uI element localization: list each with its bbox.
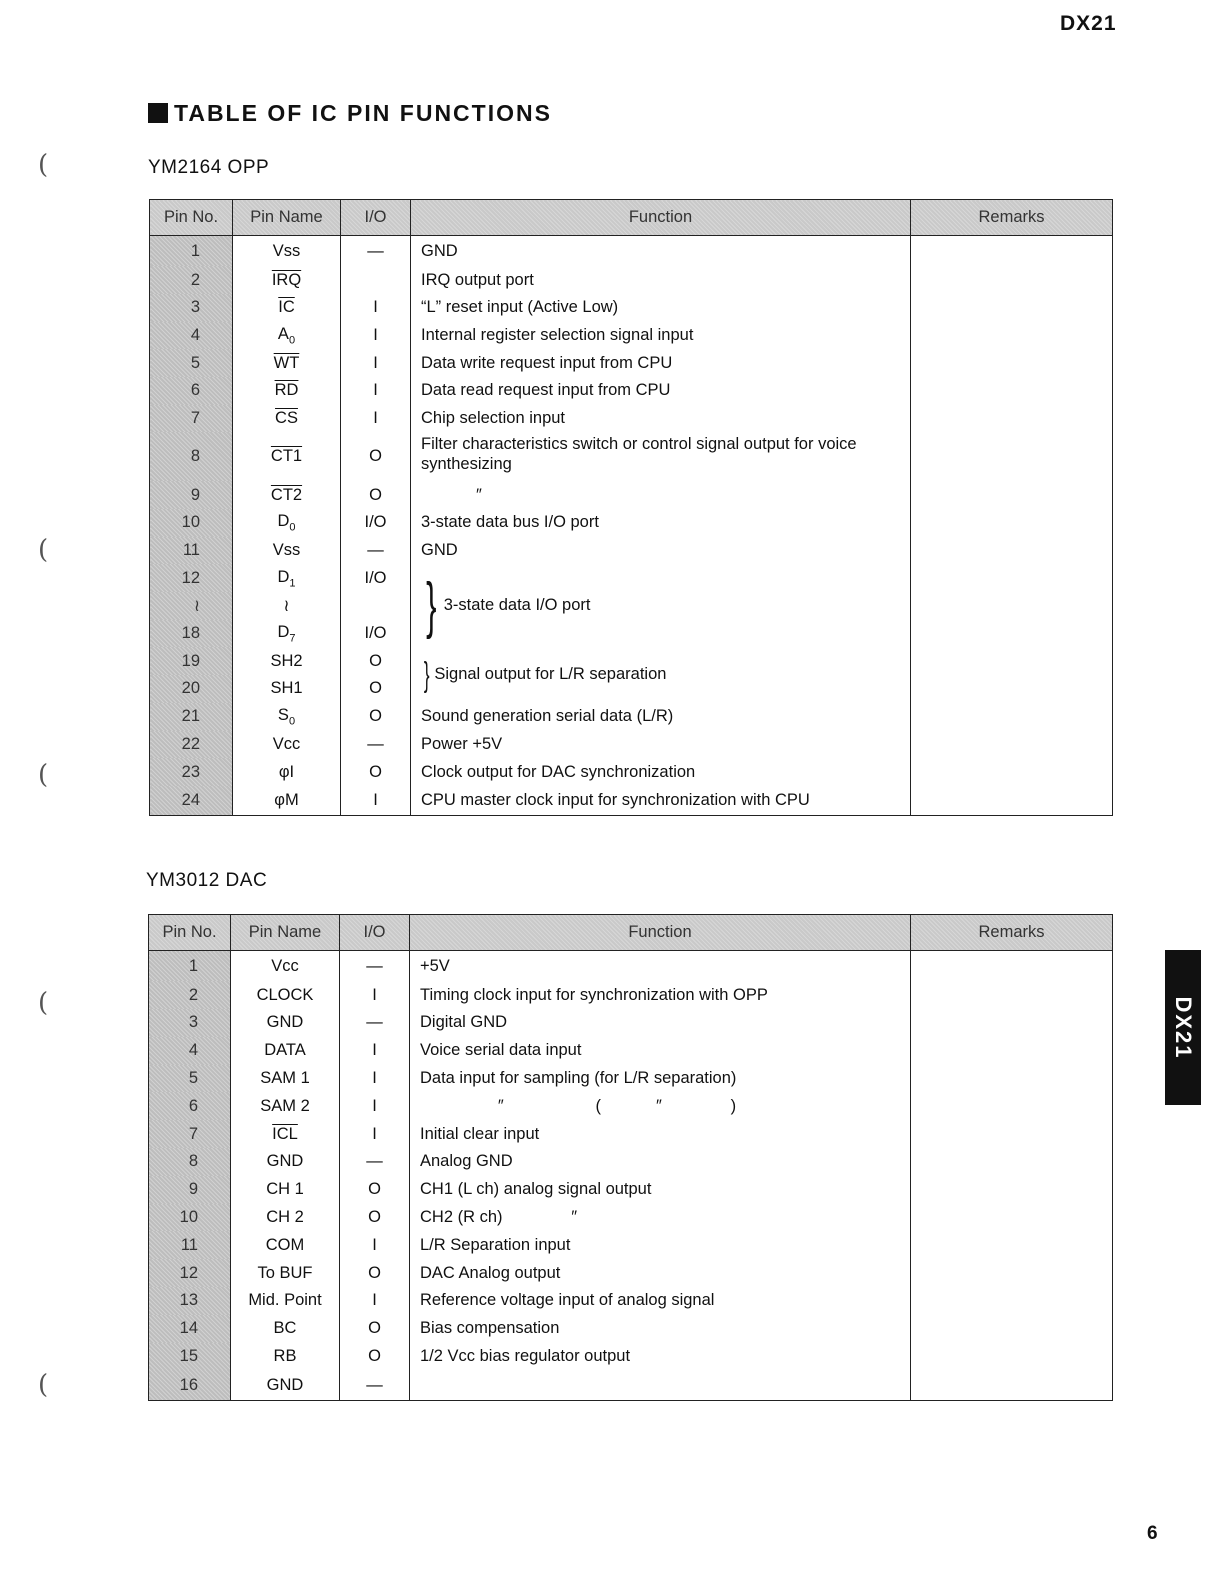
table-row	[149, 1148, 1113, 1176]
pin-name	[233, 731, 341, 759]
pin-name	[231, 1315, 340, 1343]
table-row	[150, 377, 1113, 405]
pin-name	[233, 405, 341, 433]
pin-name-subscript: 0	[288, 715, 296, 728]
pin-number: 3	[150, 294, 233, 322]
remarks-cell	[911, 1231, 1113, 1259]
side-tab-label: DX21	[1171, 995, 1196, 1060]
pin-number: 11	[149, 1231, 231, 1259]
remarks-cell	[911, 236, 1113, 267]
column-header-remarks: Remarks	[911, 200, 1113, 236]
pin-number: 18	[150, 620, 233, 648]
pin-name	[231, 1037, 340, 1065]
io-direction: I	[340, 1231, 410, 1259]
table-row	[149, 1343, 1113, 1371]
pin-name	[233, 377, 341, 405]
pin-name-text: $\overline{WT}$	[273, 353, 300, 372]
io-direction	[341, 266, 411, 294]
table-row	[149, 1037, 1113, 1065]
pin-name	[233, 675, 341, 703]
pin-number: 6	[150, 377, 233, 405]
remarks-cell	[911, 481, 1113, 509]
io-direction: I/O	[341, 620, 411, 648]
pin-function	[411, 564, 911, 647]
remarks-cell	[911, 703, 1113, 731]
square-bullet-icon	[148, 103, 168, 123]
pin-number: ≀	[150, 592, 233, 620]
pin-name-text: $\overline{CS}$	[275, 408, 298, 427]
pin-name	[233, 592, 341, 620]
table-row	[150, 731, 1113, 759]
table-row	[149, 1204, 1113, 1232]
io-direction: —	[340, 1009, 410, 1037]
table-row	[150, 786, 1113, 816]
header-model: DX21	[1060, 12, 1117, 35]
remarks-cell	[911, 1370, 1113, 1400]
pin-name-text: BC	[273, 1319, 297, 1338]
remarks-cell	[911, 266, 1113, 294]
pin-name-text: φM	[274, 790, 299, 809]
pin-name-text: D	[277, 622, 290, 641]
remarks-cell	[911, 1009, 1113, 1037]
remarks-cell	[911, 1343, 1113, 1371]
remarks-cell	[911, 405, 1113, 433]
pin-function: L/R Separation input	[410, 1231, 911, 1259]
pin-name	[233, 647, 341, 675]
io-direction: —	[341, 236, 411, 267]
io-direction: O	[341, 481, 411, 509]
io-direction: I	[340, 1037, 410, 1065]
pin-function: Analog GND	[410, 1148, 911, 1176]
pin-number: 6	[149, 1092, 231, 1120]
table-row	[149, 1176, 1113, 1204]
pin-number: 20	[150, 675, 233, 703]
io-direction: —	[341, 731, 411, 759]
io-direction: —	[340, 951, 410, 982]
pin-name-text: CT1	[270, 447, 303, 466]
pin-number: 21	[150, 703, 233, 731]
pin-name-text: Vss	[272, 241, 301, 260]
pin-function: 1/2 Vcc bias regulator output	[410, 1343, 911, 1371]
remarks-cell	[911, 537, 1113, 565]
pin-number: 7	[149, 1120, 231, 1148]
pin-name-text: CLOCK	[256, 985, 314, 1004]
pin-name-text: φI	[278, 762, 295, 781]
table-row	[150, 432, 1113, 481]
table-row	[149, 1120, 1113, 1148]
pin-name-text: CH 2	[266, 1208, 304, 1227]
pin-name-text: Vcc	[272, 734, 301, 753]
table-row	[149, 951, 1113, 982]
pin-function-text: Signal output for L/R separation	[434, 665, 667, 684]
column-header-pin-no: Pin No.	[149, 915, 231, 951]
remarks-cell	[911, 322, 1113, 350]
pin-name-text: D	[277, 567, 290, 586]
table-row	[149, 981, 1113, 1009]
pin-function-text: 3-state data I/O port	[443, 596, 591, 615]
pin-name	[233, 509, 341, 537]
table-row	[150, 349, 1113, 377]
remarks-cell	[911, 675, 1113, 703]
remarks-cell	[911, 731, 1113, 759]
pin-function: GND	[411, 236, 911, 267]
io-direction: O	[341, 675, 411, 703]
pin-function: Internal register selection signal input	[411, 322, 911, 350]
column-header-function: Function	[411, 200, 911, 236]
column-header-pin-name: Pin Name	[233, 200, 341, 236]
header-row	[150, 200, 1113, 236]
pin-function: Data input for sampling (for L/R separation)	[410, 1065, 911, 1093]
io-direction: I/O	[341, 509, 411, 537]
column-header-function: Function	[410, 915, 911, 951]
io-direction	[341, 592, 411, 620]
table-row	[149, 1231, 1113, 1259]
pin-name	[233, 758, 341, 786]
pin-number: 3	[149, 1009, 231, 1037]
pin-name-text: To BUF	[257, 1263, 313, 1282]
pin-name	[233, 620, 341, 648]
pin-number: 15	[149, 1343, 231, 1371]
pin-number: 2	[150, 266, 233, 294]
binding-mark: (	[38, 1370, 49, 1400]
pin-function: Data write request input from CPU	[411, 349, 911, 377]
pin-number: 4	[149, 1037, 231, 1065]
binding-mark: (	[38, 988, 49, 1018]
remarks-cell	[911, 758, 1113, 786]
remarks-cell	[911, 620, 1113, 648]
pin-name-text: GND	[266, 1013, 304, 1032]
remarks-cell	[911, 951, 1113, 982]
pin-function: Bias compensation	[410, 1315, 911, 1343]
io-direction: I	[341, 294, 411, 322]
io-direction: I	[341, 786, 411, 816]
pin-name	[233, 537, 341, 565]
io-direction: O	[340, 1259, 410, 1287]
pin-name-subscript: 0	[288, 334, 296, 347]
remarks-cell	[911, 432, 1113, 481]
pin-number: 11	[150, 537, 233, 565]
pin-name	[233, 432, 341, 481]
pin-name	[233, 236, 341, 267]
pin-number: 10	[149, 1204, 231, 1232]
pin-name	[233, 294, 341, 322]
remarks-cell	[911, 1065, 1113, 1093]
pin-name-text: COM	[265, 1235, 305, 1254]
table-row	[150, 564, 1113, 592]
page-number: 6	[1147, 1523, 1158, 1544]
pin-number: 8	[149, 1148, 231, 1176]
pin-function: Power +5V	[411, 731, 911, 759]
pin-name	[233, 322, 341, 350]
remarks-cell	[911, 647, 1113, 675]
pin-name-subscript: 0	[289, 521, 296, 534]
table-row	[150, 236, 1113, 267]
io-direction: I/O	[341, 564, 411, 592]
remarks-cell	[911, 786, 1113, 816]
pin-number: 4	[150, 322, 233, 350]
pin-function: Voice serial data input	[410, 1037, 911, 1065]
remarks-cell	[911, 377, 1113, 405]
header-row	[149, 915, 1113, 951]
remarks-cell	[911, 294, 1113, 322]
pin-function: ″	[411, 481, 911, 509]
pin-number: 16	[149, 1370, 231, 1400]
pin-name	[231, 951, 340, 982]
remarks-cell	[911, 1120, 1113, 1148]
binding-mark: (	[38, 760, 49, 790]
pin-name-text: $\overline{IRQ}$	[271, 270, 302, 289]
table-row	[150, 537, 1113, 565]
pin-function: Sound generation serial data (L/R)	[411, 703, 911, 731]
pin-name	[231, 1204, 340, 1232]
pin-number: 2	[149, 981, 231, 1009]
pin-table-dac	[148, 914, 1113, 1401]
pin-name-text: $\overline{IC}$	[278, 298, 295, 317]
pin-name-text: RB	[273, 1347, 297, 1366]
pin-name	[231, 1287, 340, 1315]
remarks-cell	[911, 592, 1113, 620]
pin-name-text: ≀	[283, 596, 290, 615]
table-row	[150, 703, 1113, 731]
page-title-text: TABLE OF IC PIN FUNCTIONS	[174, 100, 552, 126]
pin-number: 10	[150, 509, 233, 537]
side-tab	[1165, 950, 1201, 1105]
pin-name-text: GND	[266, 1152, 304, 1171]
pin-name	[231, 1092, 340, 1120]
pin-name	[231, 1370, 340, 1400]
table-row	[149, 1065, 1113, 1093]
remarks-cell	[911, 1315, 1113, 1343]
io-direction: O	[340, 1204, 410, 1232]
remarks-cell	[911, 1037, 1113, 1065]
binding-mark: (	[38, 150, 49, 180]
pin-number: 13	[149, 1287, 231, 1315]
table-row	[149, 1315, 1113, 1343]
remarks-cell	[911, 981, 1113, 1009]
pin-function: DAC Analog output	[410, 1259, 911, 1287]
io-direction: O	[341, 758, 411, 786]
remarks-cell	[911, 564, 1113, 592]
pin-name-text: SH2	[270, 651, 303, 670]
table-row	[150, 322, 1113, 350]
pin-name-text: D	[277, 512, 290, 531]
pin-function: ″ ( ″ )	[410, 1092, 911, 1120]
pin-function: Initial clear input	[410, 1120, 911, 1148]
pin-number: 19	[150, 647, 233, 675]
io-direction: I	[340, 1287, 410, 1315]
table-row	[150, 266, 1113, 294]
pin-name	[231, 1120, 340, 1148]
pin-function: Filter characteristics switch or control signal output for voice synthesizing	[411, 432, 911, 481]
pin-name	[231, 1009, 340, 1037]
pin-function: 3-state data bus I/O port	[411, 509, 911, 537]
pin-function: IRQ output port	[411, 266, 911, 294]
pin-name-text: Vss	[272, 541, 301, 560]
pin-name	[231, 1065, 340, 1093]
table-row	[149, 1370, 1113, 1400]
pin-name	[231, 1148, 340, 1176]
column-header-io: I/O	[340, 915, 410, 951]
pin-name-text: CT2	[270, 485, 303, 504]
pin-number: 1	[149, 951, 231, 982]
pin-name	[233, 481, 341, 509]
table-row	[150, 294, 1113, 322]
pin-function: “L” reset input (Active Low)	[411, 294, 911, 322]
io-direction: —	[341, 537, 411, 565]
column-header-io: I/O	[341, 200, 411, 236]
column-header-pin-name: Pin Name	[231, 915, 340, 951]
pin-function	[410, 1370, 911, 1400]
pin-name	[233, 786, 341, 816]
pin-name-text: S	[277, 706, 289, 724]
pin-function: GND	[411, 537, 911, 565]
pin-name-text: Mid. Point	[248, 1291, 322, 1310]
table-heading-dac: YM3012 DAC	[146, 870, 268, 891]
table-row	[150, 647, 1113, 675]
pin-name	[233, 266, 341, 294]
pin-function: Digital GND	[410, 1009, 911, 1037]
remarks-cell	[911, 1259, 1113, 1287]
binding-mark: (	[38, 535, 49, 565]
brace-icon: }	[423, 655, 430, 694]
page-title	[148, 100, 552, 127]
io-direction: I	[341, 322, 411, 350]
pin-name	[231, 981, 340, 1009]
table-row	[150, 481, 1113, 509]
pin-name	[231, 1343, 340, 1371]
io-direction: I	[341, 377, 411, 405]
pin-name-text: SAM 1	[260, 1069, 310, 1088]
table-row	[150, 509, 1113, 537]
pin-number: 5	[150, 349, 233, 377]
pin-number: 5	[149, 1065, 231, 1093]
pin-function: Reference voltage input of analog signal	[410, 1287, 911, 1315]
pin-function: CPU master clock input for synchronization with CPU	[411, 786, 911, 816]
pin-name	[231, 1231, 340, 1259]
io-direction: O	[341, 703, 411, 731]
io-direction: O	[340, 1176, 410, 1204]
pin-number: 22	[150, 731, 233, 759]
remarks-cell	[911, 1287, 1113, 1315]
table-heading-opp: YM2164 OPP	[148, 157, 270, 178]
pin-name-text: SAM 2	[260, 1096, 310, 1115]
pin-number: 7	[150, 405, 233, 433]
io-direction: I	[341, 405, 411, 433]
io-direction: O	[341, 432, 411, 481]
io-direction: —	[340, 1148, 410, 1176]
pin-name-text: $\overline{ICL}$	[272, 1124, 298, 1143]
pin-number: 14	[149, 1315, 231, 1343]
pin-name-subscript: 1	[289, 576, 296, 589]
pin-number: 12	[150, 564, 233, 592]
pin-name	[233, 564, 341, 592]
pin-name-text: SH1	[270, 679, 303, 698]
pin-name	[231, 1176, 340, 1204]
pin-function: +5V	[410, 951, 911, 982]
pin-name-text: CH 1	[266, 1180, 304, 1199]
table-row	[149, 1009, 1113, 1037]
remarks-cell	[911, 1148, 1113, 1176]
brace-icon: }	[426, 571, 437, 641]
io-direction: I	[340, 1092, 410, 1120]
pin-function: Chip selection input	[411, 405, 911, 433]
pin-name-text: A	[277, 324, 289, 343]
pin-function: Clock output for DAC synchronization	[411, 758, 911, 786]
pin-number: 23	[150, 758, 233, 786]
remarks-cell	[911, 1092, 1113, 1120]
io-direction: I	[341, 349, 411, 377]
pin-name	[233, 349, 341, 377]
pin-number: 9	[149, 1176, 231, 1204]
pin-number: 24	[150, 786, 233, 816]
table-row	[149, 1092, 1113, 1120]
io-direction: —	[340, 1370, 410, 1400]
pin-function: Timing clock input for synchronization with OPP	[410, 981, 911, 1009]
pin-function: CH1 (L ch) analog signal output	[410, 1176, 911, 1204]
pin-name	[231, 1259, 340, 1287]
pin-name	[233, 703, 341, 731]
remarks-cell	[911, 1204, 1113, 1232]
pin-name-subscript: 7	[289, 632, 296, 645]
io-direction: I	[340, 1120, 410, 1148]
pin-number: 1	[150, 236, 233, 267]
pin-name-text: Vcc	[271, 956, 299, 975]
pin-number: 8	[150, 432, 233, 481]
table-row	[149, 1287, 1113, 1315]
io-direction: I	[340, 981, 410, 1009]
io-direction: O	[341, 647, 411, 675]
table-row	[149, 1259, 1113, 1287]
remarks-cell	[911, 1176, 1113, 1204]
pin-name-text: $\overline{RD}$	[274, 381, 299, 400]
pin-function	[411, 647, 911, 702]
table-row	[150, 758, 1113, 786]
pin-number: 9	[150, 481, 233, 509]
pin-table-opp	[149, 199, 1113, 816]
table-row	[150, 405, 1113, 433]
io-direction: O	[340, 1343, 410, 1371]
remarks-cell	[911, 349, 1113, 377]
remarks-cell	[911, 509, 1113, 537]
pin-function: CH2 (R ch) ″	[410, 1204, 911, 1232]
column-header-remarks: Remarks	[911, 915, 1113, 951]
io-direction: O	[340, 1315, 410, 1343]
io-direction: I	[340, 1065, 410, 1093]
pin-number: 12	[149, 1259, 231, 1287]
pin-name-text: DATA	[264, 1041, 306, 1060]
pin-name-text: GND	[266, 1375, 304, 1394]
pin-function: Data read request input from CPU	[411, 377, 911, 405]
column-header-pin-no: Pin No.	[150, 200, 233, 236]
